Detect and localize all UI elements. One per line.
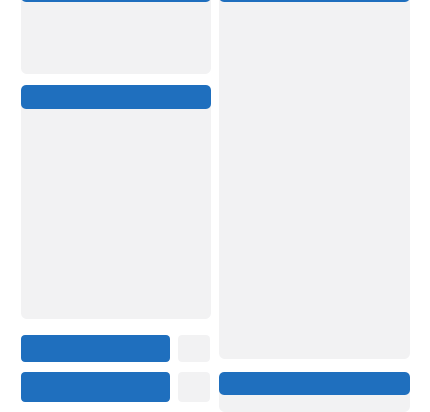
notes-header bbox=[219, 372, 410, 395]
projects-question bbox=[21, 372, 170, 402]
schedule-panel bbox=[219, 0, 410, 359]
breaks-answer-box[interactable] bbox=[178, 335, 210, 362]
top-tasks-header bbox=[21, 0, 211, 2]
other-tasks-header bbox=[21, 85, 211, 109]
projects-answer-box[interactable] bbox=[178, 372, 210, 402]
breaks-question bbox=[21, 335, 170, 362]
schedule-header bbox=[219, 0, 410, 2]
other-tasks-panel bbox=[21, 85, 211, 319]
top-tasks-panel bbox=[21, 0, 211, 74]
